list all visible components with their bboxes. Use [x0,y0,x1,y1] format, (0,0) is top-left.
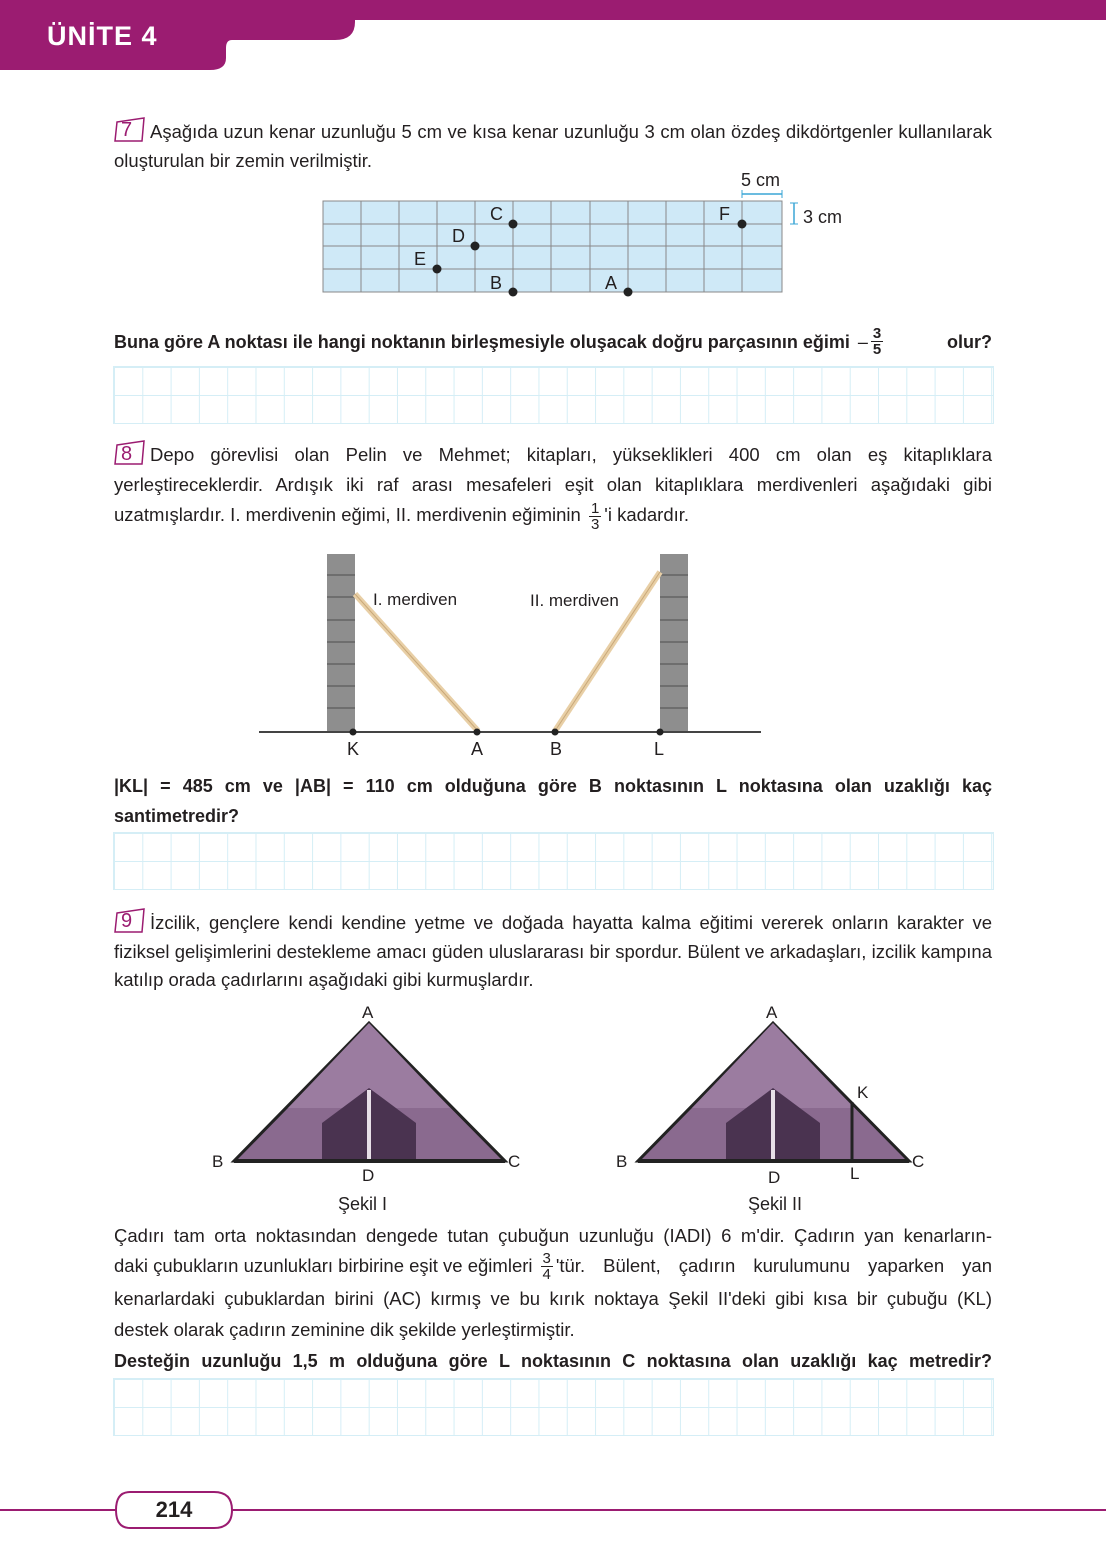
q9-fig2-point-c: C [912,1152,925,1171]
q9-body-line1: Çadırı tam orta noktasından dengede tutan çubuğun uzunluğu (IADI) 6 m'dir. Çadırın yan kenarların- [114,1225,992,1246]
q9-fig1-point-a: A [362,1003,374,1022]
q9-fig1-point-b: B [212,1152,224,1171]
unit-title: ÜNİTE 4 [47,21,158,51]
q7-text-block [114,117,992,175]
q7-point-f: F [719,204,730,224]
q7-point-c: C [490,204,503,224]
q9-fig2-point-a: A [766,1003,778,1022]
q7-number-badge: 7 [114,117,144,141]
q9-slope-fraction: $\frac{3}{4}$ [542,1249,551,1283]
q8-text-block [114,440,992,532]
q7-slope-fraction: $\frac{3}{5}$ [872,325,882,358]
q8-text-end: 'i kadardır. [604,504,690,525]
q8-point-b: B [550,739,563,759]
q8-point-l: L [654,739,665,759]
q9-answer-grid[interactable] [113,1378,994,1436]
q9-body-line4: destek olarak çadırın zeminine dik şekilde yerleştirmiştir. [114,1319,575,1340]
q9-text-block [114,908,992,995]
q8-answer-grid[interactable] [113,832,994,890]
q7-question [114,326,992,357]
q9-fig1-caption: Şekil I [338,1194,388,1214]
q7-point-b: B [490,273,503,293]
q8-ladder2-label: II. merdiven [530,591,619,610]
q9-fig2-point-d: D [768,1168,781,1187]
q8-question-line1: |KL| = 485 cm ve |AB| = 110 cm olduğuna göre B noktasının L noktasına olan uzaklığı kaç [114,776,992,796]
q9-tent-figure-2 [634,1018,914,1166]
q9-question: Desteğin uzunluğu 1,5 m olduğuna göre L noktasının C noktasına olan uzaklığı kaç metredir? [114,1351,992,1371]
q9-body-line2-start: daki çubukların uzunlukları birbirine eşit ve eğimleri [114,1255,533,1276]
q7-question-text: Buna göre A noktası ile hangi noktanın birleşmesiyle oluşacak doğru parçasının eğimi [114,331,850,352]
q8-number-badge: 8 [114,440,144,464]
q7-point-d: D [452,226,465,246]
q9-fig2-point-b: B [616,1152,628,1171]
q9-fig2-point-l: L [850,1164,860,1183]
q8-point-k: K [347,739,360,759]
q9-fig1-point-c: C [508,1152,521,1171]
q7-point-a: A [605,273,618,293]
q7-point-e: E [414,249,427,269]
q9-fig1-point-d: D [362,1166,375,1185]
q7-height-dimension: 3 cm [803,207,843,227]
q8-text: Depo görevlisi olan Pelin ve Mehmet; kitapları, yükseklikleri 400 cm olan eş kitaplıklara yerleştireceklerdir. Ardışık iki raf arası mesafeleri eşit olan kitaplıklara merdivenleri aşağıdaki gibi uzatmışlardır. I. merdivenin eğimi, II. merdivenin eğiminin [114,444,992,525]
q7-width-dimension: 5 cm [741,170,781,190]
q8-point-a: A [471,739,484,759]
q9-fig2-point-k: K [857,1083,869,1102]
q8-fraction: $\frac{1}{3}$ [590,499,600,533]
page-number: 214 [155,1497,193,1522]
q7-answer-grid[interactable] [113,366,994,424]
q7-slope-sign: – [857,331,868,352]
q8-ladder1-label: I. merdiven [373,590,458,609]
q9-number-badge: 9 [114,908,144,932]
q9-body-line2-end: 'tür. Bülent, çadırın kurulumunu yaparken yan [555,1255,992,1276]
q8-question-line2: santimetredir? [114,806,240,826]
q9-body-line2 [114,1249,992,1283]
q9-fig2-caption: Şekil II [748,1194,803,1214]
q9-text: İzcilik, gençlere kendi kendine yetme ve doğada hayatta kalma eğitimi vererek onların karakter ve fiziksel gelişimlerini destekleme amacı güden uluslararası bir spordur. Bülent ve arkadaşları, izcilik kampına katılıp orada çadırlarını aşağıdaki gibi kurmuşlardır. [114,912,992,990]
q9-tent-figure-1 [230,1018,510,1166]
q7-question-end: olur? [947,331,992,352]
q8-ladder-figure [255,550,765,740]
header-band [0,0,1106,72]
q7-text: Aşağıda uzun kenar uzunluğu 5 cm ve kısa kenar uzunluğu 3 cm olan özdeş dikdörtgenler kullanılarak oluşturulan bir zemin verilmiştir. [114,121,992,171]
q9-body-line3: kenarlardaki çubuklardan birini (AC) kırmış ve bu kırık noktaya Şekil II'deki gibi kısa bir çubuğu (KL) [114,1288,992,1309]
